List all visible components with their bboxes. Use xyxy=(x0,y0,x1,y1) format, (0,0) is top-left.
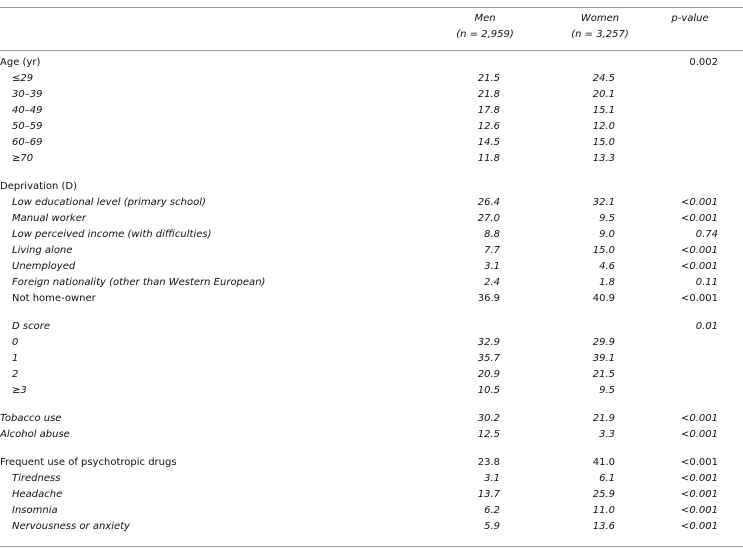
table-row xyxy=(0,195,743,211)
men-value: 5.9 xyxy=(484,521,500,532)
women-value: 3.3 xyxy=(599,429,615,440)
men-value: 7.7 xyxy=(484,245,500,256)
column-header-pvalue xyxy=(660,11,720,27)
men-value: 23.8 xyxy=(477,457,500,468)
row-label: Manual worker xyxy=(12,213,86,224)
table-row xyxy=(0,211,743,227)
table-row xyxy=(0,471,743,487)
row-label: Alcohol abuse xyxy=(0,429,70,440)
row-label: 30–39 xyxy=(12,89,43,100)
row-label: Tiredness xyxy=(12,473,61,484)
women-value: 39.1 xyxy=(592,353,615,364)
p-value: <0.001 xyxy=(680,213,718,224)
women-value: 41.0 xyxy=(592,457,615,468)
women-value: 20.1 xyxy=(592,89,615,100)
men-value: 27.0 xyxy=(477,213,500,224)
row-label: ≤29 xyxy=(12,73,34,84)
men-value: 21.5 xyxy=(477,73,500,84)
p-value: <0.001 xyxy=(680,489,718,500)
row-label: Living alone xyxy=(12,245,73,256)
women-label: Women xyxy=(580,13,620,24)
men-value: 35.7 xyxy=(477,353,500,364)
table-row xyxy=(0,335,743,351)
p-value: <0.001 xyxy=(680,505,718,516)
column-header-men xyxy=(440,11,530,43)
women-value: 9.5 xyxy=(599,213,615,224)
table-row xyxy=(0,319,743,335)
women-value: 9.0 xyxy=(599,229,615,240)
women-value: 11.0 xyxy=(592,505,615,516)
women-value: 40.9 xyxy=(592,293,615,304)
women-value: 15.0 xyxy=(592,245,615,256)
women-value: 9.5 xyxy=(599,385,615,396)
table-row xyxy=(0,487,743,503)
men-value: 21.8 xyxy=(477,89,500,100)
p-value: 0.01 xyxy=(695,321,718,332)
row-label: 50–59 xyxy=(12,121,43,132)
men-value: 8.8 xyxy=(484,229,500,240)
men-label: Men xyxy=(474,13,496,24)
men-count: (n = 2,959) xyxy=(456,29,514,40)
p-value: <0.001 xyxy=(680,473,718,484)
row-label: Foreign nationality (other than Western European) xyxy=(12,277,266,288)
row-label: 60–69 xyxy=(12,137,43,148)
men-value: 17.8 xyxy=(477,105,500,116)
men-value: 30.2 xyxy=(477,413,500,424)
row-label: Insomnia xyxy=(12,505,58,516)
women-value: 12.0 xyxy=(592,121,615,132)
table-row xyxy=(0,71,743,87)
table-row xyxy=(0,275,743,291)
men-value: 14.5 xyxy=(477,137,500,148)
table-row xyxy=(0,259,743,275)
men-value: 12.6 xyxy=(477,121,500,132)
men-value: 3.1 xyxy=(484,261,500,272)
row-label: Low educational level (primary school) xyxy=(12,197,206,208)
women-value: 25.9 xyxy=(592,489,615,500)
row-label: 0 xyxy=(12,337,19,348)
p-value: <0.001 xyxy=(680,429,718,440)
table-row xyxy=(0,135,743,151)
table-row xyxy=(0,103,743,119)
men-value: 6.2 xyxy=(484,505,500,516)
women-value: 21.5 xyxy=(592,369,615,380)
p-value: <0.001 xyxy=(680,197,718,208)
table-row xyxy=(0,411,743,427)
table-row xyxy=(0,427,743,443)
men-value: 13.7 xyxy=(477,489,500,500)
women-value: 6.1 xyxy=(599,473,615,484)
men-value: 20.9 xyxy=(477,369,500,380)
men-value: 26.4 xyxy=(477,197,500,208)
p-value: <0.001 xyxy=(680,457,718,468)
row-label: 40–49 xyxy=(12,105,43,116)
row-label: 2 xyxy=(12,369,19,380)
row-label: Frequent use of psychotropic drugs xyxy=(0,457,177,468)
table-row xyxy=(0,55,743,71)
men-value: 11.8 xyxy=(477,153,500,164)
men-value: 32.9 xyxy=(477,337,500,348)
women-value: 13.3 xyxy=(592,153,615,164)
row-label: Tobacco use xyxy=(0,413,62,424)
row-label: ≥70 xyxy=(12,153,34,164)
row-label: Headache xyxy=(12,489,63,500)
table-row xyxy=(0,179,743,195)
column-header-women xyxy=(555,11,645,43)
women-value: 4.6 xyxy=(599,261,615,272)
p-value: 0.11 xyxy=(695,277,718,288)
pvalue-label: p-value xyxy=(671,13,709,24)
p-value: <0.001 xyxy=(680,261,718,272)
row-label: D score xyxy=(12,321,50,332)
women-value: 1.8 xyxy=(599,277,615,288)
table-row xyxy=(0,519,743,535)
table-bottom-rule xyxy=(0,546,743,547)
header-rule xyxy=(0,50,743,51)
table-row xyxy=(0,367,743,383)
women-value: 15.1 xyxy=(592,105,615,116)
men-value: 12.5 xyxy=(477,429,500,440)
table-row xyxy=(0,503,743,519)
p-value: <0.001 xyxy=(680,293,718,304)
women-value: 15.0 xyxy=(592,137,615,148)
men-value: 3.1 xyxy=(484,473,500,484)
men-value: 2.4 xyxy=(484,277,500,288)
p-value: 0.74 xyxy=(695,229,718,240)
women-value: 32.1 xyxy=(592,197,615,208)
table-row xyxy=(0,151,743,167)
row-label: Age (yr) xyxy=(0,57,41,68)
women-value: 13.6 xyxy=(592,521,615,532)
p-value: <0.001 xyxy=(680,521,718,532)
row-label: ≥3 xyxy=(12,385,27,396)
table-row xyxy=(0,455,743,471)
row-label: Nervousness or anxiety xyxy=(12,521,130,532)
men-value: 10.5 xyxy=(477,385,500,396)
row-label: 1 xyxy=(12,353,19,364)
table-row xyxy=(0,243,743,259)
men-value: 36.9 xyxy=(477,293,500,304)
p-value: 0.002 xyxy=(689,57,718,68)
women-value: 29.9 xyxy=(592,337,615,348)
row-label: Not home-owner xyxy=(12,293,96,304)
table-row xyxy=(0,383,743,399)
women-value: 24.5 xyxy=(592,73,615,84)
table-row xyxy=(0,87,743,103)
p-value: <0.001 xyxy=(680,245,718,256)
table-row xyxy=(0,227,743,243)
women-count: (n = 3,257) xyxy=(571,29,629,40)
table-row xyxy=(0,119,743,135)
row-label: Unemployed xyxy=(12,261,76,272)
women-value: 21.9 xyxy=(592,413,615,424)
p-value: <0.001 xyxy=(680,413,718,424)
row-label: Low perceived income (with difficulties) xyxy=(12,229,212,240)
row-label: Deprivation (D) xyxy=(0,181,77,192)
table-row xyxy=(0,351,743,367)
table-row xyxy=(0,291,743,307)
table-top-rule xyxy=(0,7,743,8)
